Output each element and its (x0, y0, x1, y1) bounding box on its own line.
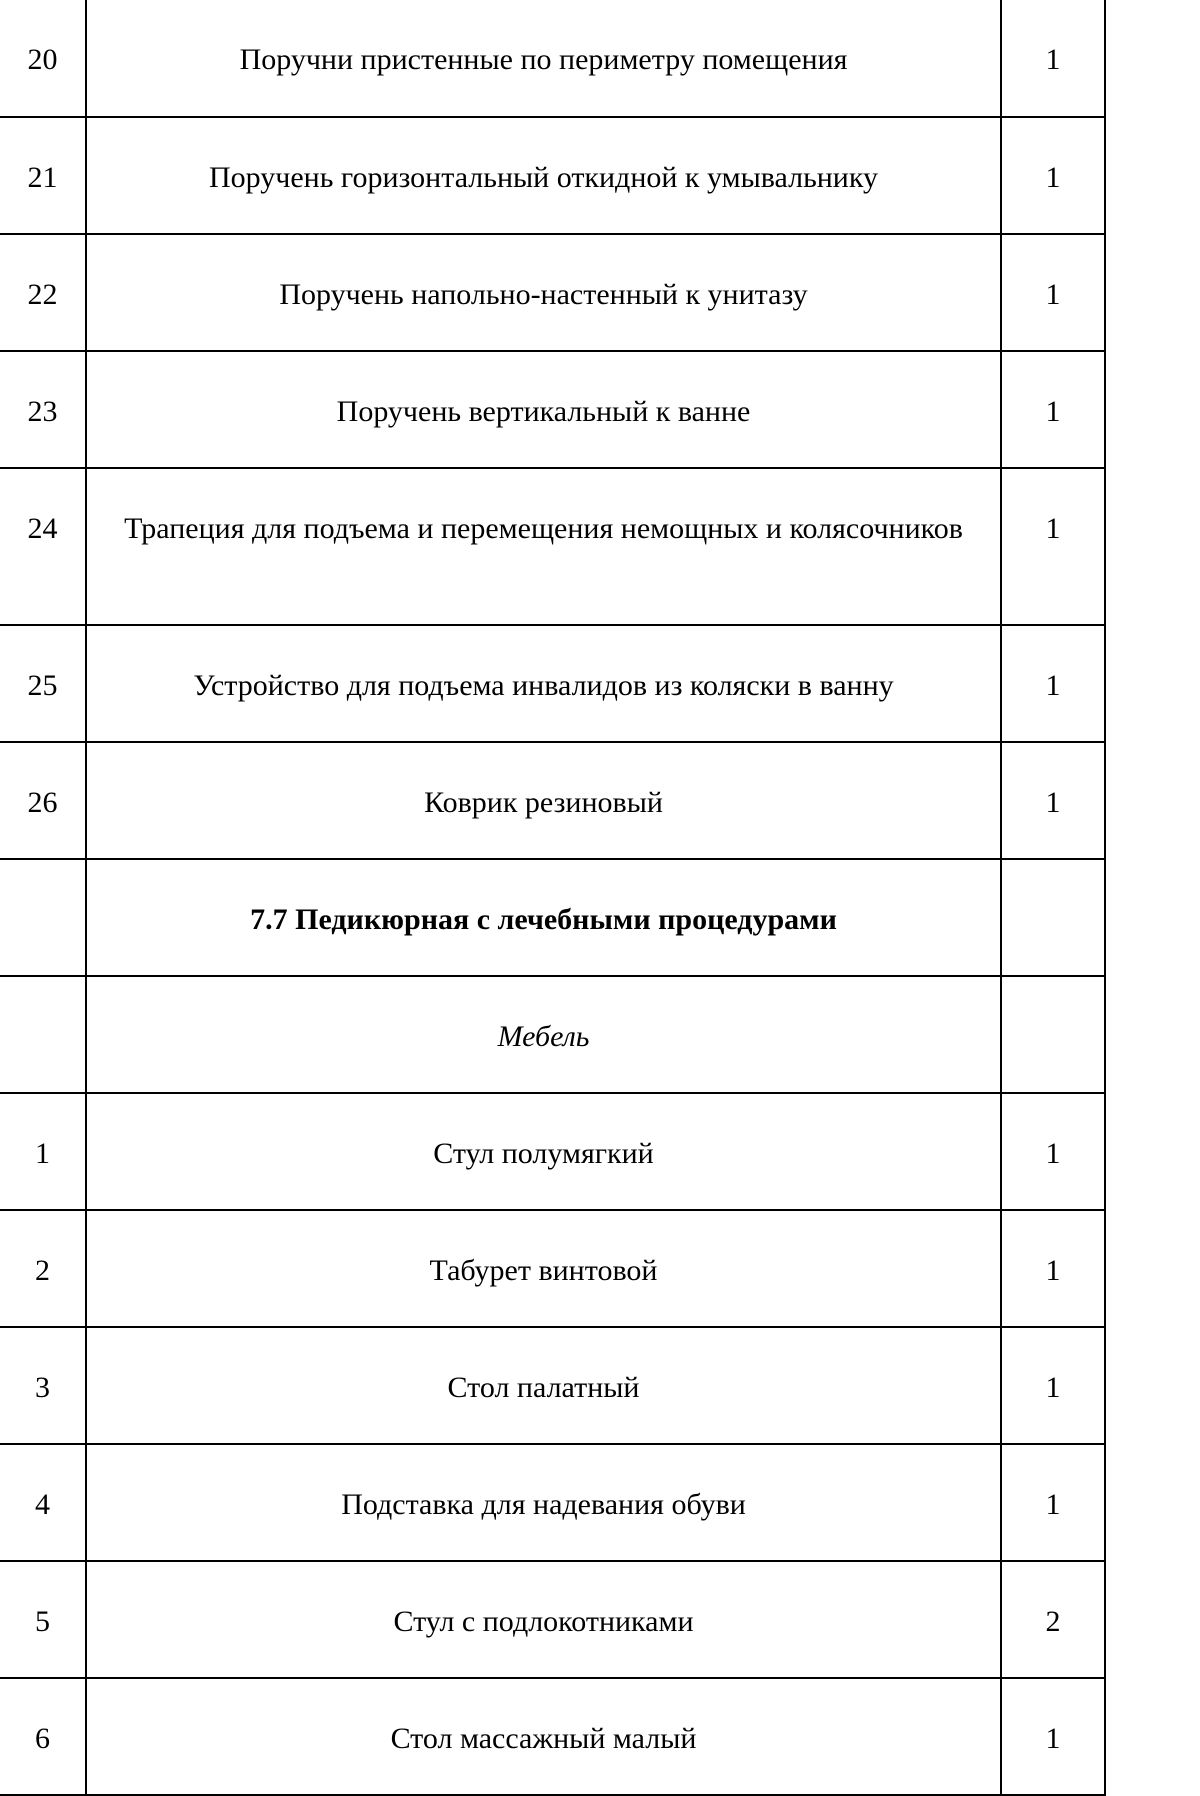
item-quantity (1002, 977, 1104, 1017)
item-name: Стол массажный малый (390, 1722, 697, 1755)
item-name-cell (86, 1561, 1001, 1678)
section-heading: 7.7 Педикюрная с лечебными процедурами (250, 903, 837, 936)
quantity-cell (1001, 0, 1105, 117)
subsection-heading-row (0, 976, 1105, 1093)
quantity-cell (1001, 1561, 1105, 1678)
row-number: 25 (27, 669, 58, 702)
row-number: 22 (27, 278, 58, 311)
item-quantity: 2 (1045, 1605, 1061, 1638)
item-name: Табурет винтовой (429, 1254, 658, 1287)
row-number-cell (0, 468, 86, 625)
item-name-cell (86, 468, 1001, 625)
quantity-cell (1001, 234, 1105, 351)
item-quantity: 1 (1045, 1137, 1061, 1170)
item-name: Коврик резиновый (424, 786, 663, 819)
item-name-cell (86, 351, 1001, 468)
item-quantity: 1 (1045, 278, 1061, 311)
item-name-cell (86, 1093, 1001, 1210)
row-number-cell (0, 117, 86, 234)
row-number: 23 (27, 395, 58, 428)
row-number (0, 860, 85, 900)
row-number-cell (0, 742, 86, 859)
quantity-cell (1001, 468, 1105, 625)
quantity-cell (1001, 1444, 1105, 1561)
item-quantity: 1 (1045, 1488, 1061, 1521)
item-name: Стул с подлокотниками (393, 1605, 694, 1638)
row-number: 6 (35, 1722, 50, 1755)
table-row (0, 234, 1105, 351)
row-number: 24 (27, 512, 58, 545)
item-quantity: 1 (1045, 395, 1061, 428)
quantity-cell (1001, 742, 1105, 859)
row-number-cell (0, 1444, 86, 1561)
row-number: 5 (35, 1605, 50, 1638)
table-row (0, 1561, 1105, 1678)
quantity-cell (1001, 976, 1105, 1093)
item-name-cell (86, 117, 1001, 234)
row-number: 20 (27, 43, 58, 76)
item-quantity: 1 (1045, 1371, 1061, 1404)
row-number-cell (0, 0, 86, 117)
row-number: 3 (35, 1371, 50, 1404)
item-name-cell (86, 234, 1001, 351)
item-quantity: 1 (1045, 786, 1061, 819)
item-name-cell (86, 1444, 1001, 1561)
item-name-cell (86, 1678, 1001, 1795)
quantity-cell (1001, 1327, 1105, 1444)
row-number (0, 977, 85, 1017)
quantity-cell (1001, 1093, 1105, 1210)
row-number-cell (0, 234, 86, 351)
row-number-cell (0, 1210, 86, 1327)
item-name-cell (86, 625, 1001, 742)
item-name: Стол палатный (447, 1371, 640, 1404)
item-name: Поручень вертикальный к ванне (336, 395, 751, 428)
subsection-heading: Мебель (497, 1020, 590, 1053)
subsection-heading-cell (86, 976, 1001, 1093)
table-row (0, 1210, 1105, 1327)
row-number: 1 (35, 1137, 50, 1170)
table-row (0, 1678, 1105, 1795)
item-name: Стул полумягкий (433, 1137, 654, 1170)
table-row (0, 117, 1105, 234)
table-row (0, 0, 1105, 117)
table-row (0, 468, 1105, 625)
quantity-cell (1001, 1678, 1105, 1795)
row-number: 26 (27, 786, 58, 819)
item-name-cell (86, 0, 1001, 117)
item-name-cell (86, 742, 1001, 859)
table-row (0, 1327, 1105, 1444)
table-row (0, 742, 1105, 859)
item-name: Поручни пристенные по периметру помещения (239, 43, 848, 76)
table-row (0, 351, 1105, 468)
row-number: 4 (35, 1488, 50, 1521)
quantity-cell (1001, 859, 1105, 976)
row-number: 21 (27, 161, 58, 194)
item-name-cell (86, 1327, 1001, 1444)
table-row (0, 1093, 1105, 1210)
quantity-cell (1001, 117, 1105, 234)
item-name: Поручень горизонтальный откидной к умывальнику (208, 161, 879, 194)
quantity-cell (1001, 351, 1105, 468)
item-quantity (1002, 860, 1104, 900)
table-row (0, 1444, 1105, 1561)
row-number-cell (0, 859, 86, 976)
row-number-cell (0, 1327, 86, 1444)
section-heading-row (0, 859, 1105, 976)
item-quantity: 1 (1045, 161, 1061, 194)
item-name: Поручень напольно-настенный к унитазу (279, 278, 808, 311)
row-number-cell (0, 976, 86, 1093)
item-name: Трапеция для подъема и перемещения немощных и колясочников (124, 512, 963, 545)
row-number-cell (0, 1093, 86, 1210)
item-quantity: 1 (1045, 512, 1061, 545)
quantity-cell (1001, 625, 1105, 742)
quantity-cell (1001, 1210, 1105, 1327)
item-name: Подставка для надевания обуви (341, 1488, 746, 1521)
section-heading-cell (86, 859, 1001, 976)
table-row (0, 625, 1105, 742)
item-quantity: 1 (1045, 43, 1061, 76)
item-quantity: 1 (1045, 669, 1061, 702)
row-number-cell (0, 1561, 86, 1678)
item-quantity: 1 (1045, 1722, 1061, 1755)
row-number-cell (0, 351, 86, 468)
item-quantity: 1 (1045, 1254, 1061, 1287)
item-name: Устройство для подъема инвалидов из коляски в ванну (193, 669, 894, 702)
row-number: 2 (35, 1254, 50, 1287)
row-number-cell (0, 1678, 86, 1795)
row-number-cell (0, 625, 86, 742)
item-name-cell (86, 1210, 1001, 1327)
